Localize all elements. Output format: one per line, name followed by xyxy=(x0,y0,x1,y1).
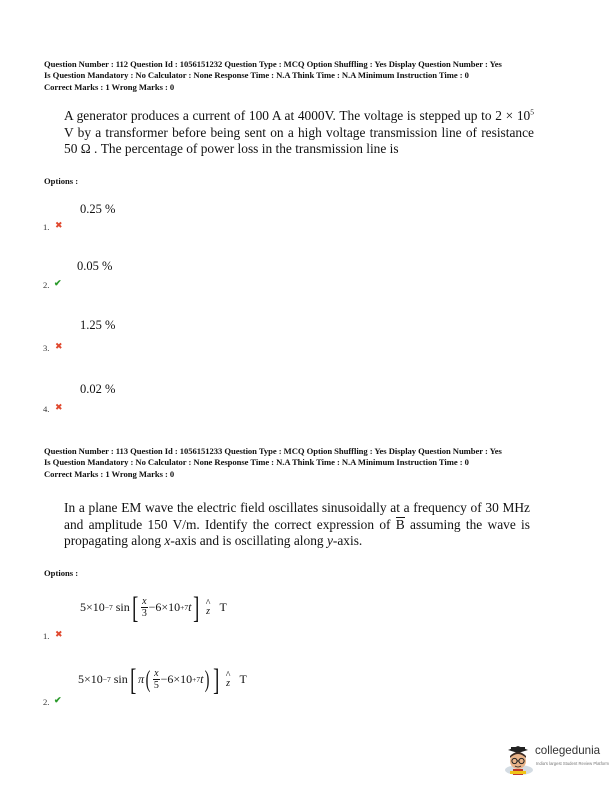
meta-line: Is Question Mandatory : No Calculator : None Response Time : N.A Think Time : N.A Minimum Instruction Time : 0 xyxy=(44,70,469,81)
wrong-mark-icon: ✖ xyxy=(55,341,63,351)
option-formula[interactable]: 5×10 −7 sin [ $\frac{x}{3}$ −6×10 +7 t ] ^ z T xyxy=(80,590,227,625)
right-bracket: ] xyxy=(193,590,200,625)
unit-vector: ^ z xyxy=(205,597,211,617)
option-number: 4. xyxy=(43,404,50,414)
option-number: 3. xyxy=(43,343,50,353)
option-number: 1. xyxy=(43,222,50,232)
question-113-meta xyxy=(44,446,584,480)
meta-line: Correct Marks : 1 Wrong Marks : 0 xyxy=(44,468,175,479)
wrong-mark-icon: ✖ xyxy=(55,629,63,639)
option-text[interactable]: 0.05 % xyxy=(77,259,113,273)
wrong-mark-icon: ✖ xyxy=(55,220,63,230)
meta-line: Question Number : 113 Question Id : 1056151233 Question Type : MCQ Option Shuffling : Yes Display Question Number : Yes xyxy=(44,446,502,456)
fraction: $\frac{x}{5}$ xyxy=(153,668,159,691)
option-text[interactable]: 1.25 % xyxy=(80,318,116,332)
logo-tagline: India's largest Student Review Platform xyxy=(536,761,609,766)
right-paren: ) xyxy=(205,666,210,693)
correct-check-icon: ✔ xyxy=(54,278,62,288)
meta-line: Is Question Mandatory : No Calculator : None Response Time : N.A Think Time : N.A Minimum Instruction Time : 0 xyxy=(44,457,469,468)
question-113-text: In a plane EM wave the electric field oscillates sinusoidally at a frequency of 30 MHz and amplitude 150 V/m. Identify the correct expression of B assuming the wave is propagating along x-axis and is oscillating along y-axis. xyxy=(64,500,530,549)
options-label: Options : xyxy=(44,176,79,186)
option-text[interactable]: 0.02 % xyxy=(80,382,116,396)
left-bracket: [ xyxy=(129,662,137,697)
options-label: Options : xyxy=(44,568,79,578)
option-number: 2. xyxy=(43,697,50,707)
correct-check-icon: ✔ xyxy=(54,695,62,705)
option-number: 1. xyxy=(43,631,50,641)
left-paren: ( xyxy=(145,666,151,693)
meta-line: Question Number : 112 Question Id : 1056151232 Question Type : MCQ Option Shuffling : Yes Display Question Number : Yes xyxy=(44,59,502,69)
option-number: 2. xyxy=(43,280,50,290)
left-bracket: [ xyxy=(131,590,139,625)
right-bracket: ] xyxy=(213,662,220,697)
question-112-meta xyxy=(44,59,584,93)
option-formula[interactable]: 5×10 −7 sin [ π ( $\frac{x}{5}$ −6×10 +7 t ) ] ^ z T xyxy=(78,662,247,697)
fraction: $\frac{x}{3}$ xyxy=(141,596,147,619)
option-text[interactable]: 0.25 % xyxy=(80,202,116,216)
question-112-text: A generator produces a current of 100 A at 4000V. The voltage is stepped up to $2 \times 10^5$ V by a transformer before being sent on a high voltage transmission line of resistance 50 Ω . The percentage of power loss in the transmission line is xyxy=(64,107,534,157)
unit-vector: ^ z xyxy=(225,669,231,689)
logo-text: collegedunia xyxy=(535,744,601,757)
wrong-mark-icon: ✖ xyxy=(55,402,63,412)
vector-b: B xyxy=(395,516,405,532)
meta-line: Correct Marks : 1 Wrong Marks : 0 xyxy=(44,81,175,92)
